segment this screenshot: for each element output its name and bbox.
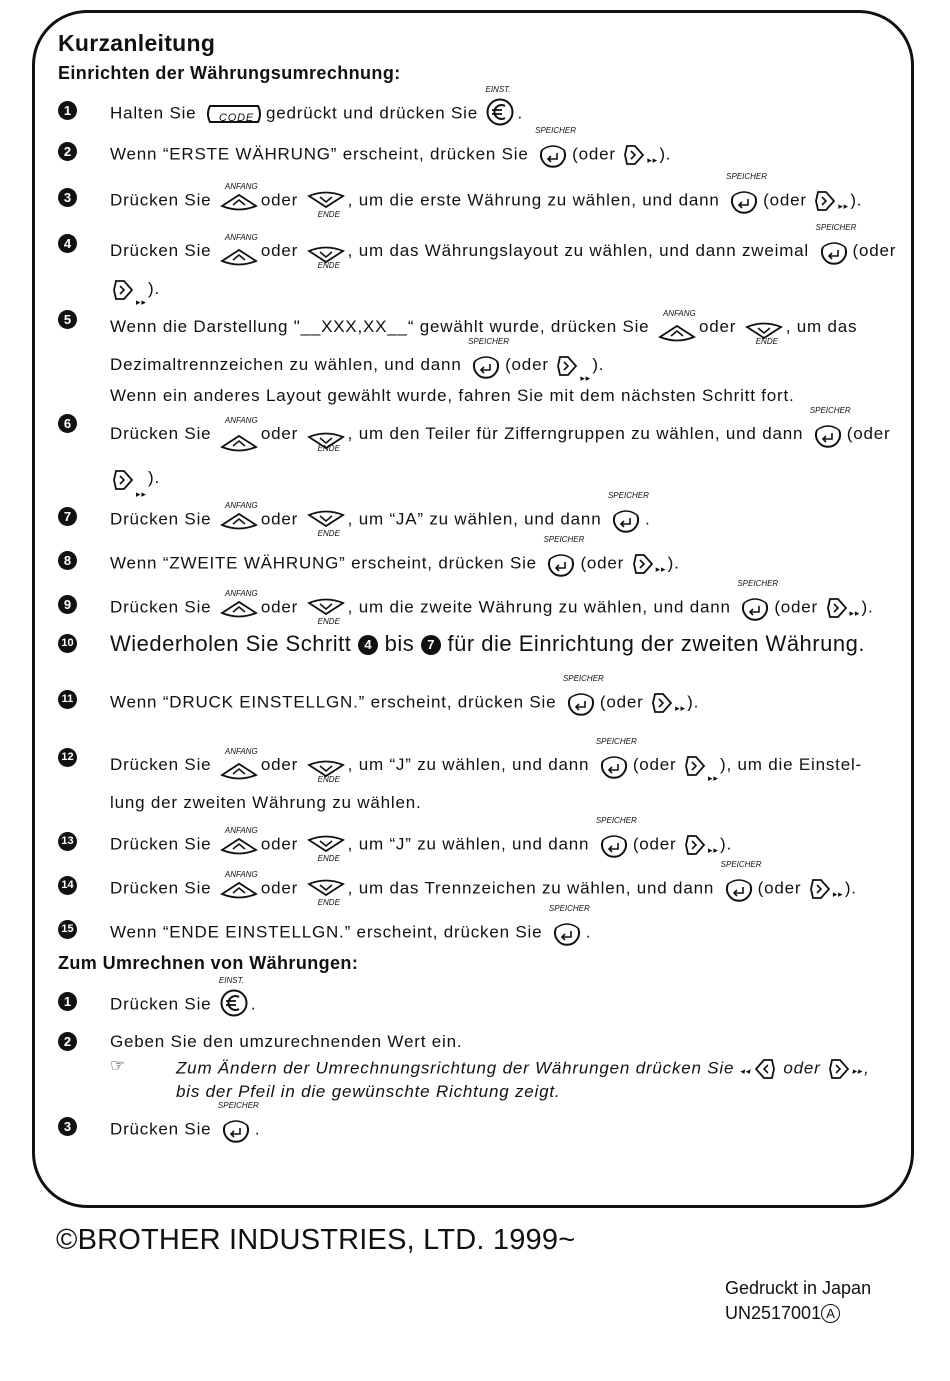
step-text: Drücken Sie bbox=[110, 994, 217, 1014]
up-arrow-key-icon: ANFANG bbox=[219, 879, 259, 899]
tip-note-line2: bis der Pfeil in die gewünschte Richtung zeigt. bbox=[176, 1082, 561, 1101]
step-text: ). bbox=[148, 279, 160, 298]
enter-key-icon: SPEICHER bbox=[819, 235, 849, 265]
up-arrow-key-icon: ANFANG bbox=[219, 425, 259, 445]
step-text: Halten Sie bbox=[110, 103, 202, 123]
step-text: gedrückt und drücken Sie bbox=[265, 103, 484, 123]
up-arrow-key-icon: ANFANG bbox=[219, 242, 259, 262]
step-text: oder bbox=[260, 190, 304, 210]
down-arrow-key-icon: ENDE bbox=[306, 835, 346, 855]
enter-key-icon: SPEICHER bbox=[538, 138, 568, 168]
right-arrow-key-icon: ▸▸ bbox=[621, 142, 659, 168]
step-reference-badge: 4 bbox=[358, 635, 378, 655]
step-text: . bbox=[585, 922, 592, 942]
up-arrow-key-icon: ANFANG bbox=[219, 835, 259, 855]
right-arrow-key-icon: ▸▸ bbox=[110, 277, 148, 303]
step-text: (oder bbox=[763, 190, 813, 210]
enter-key-icon: SPEICHER bbox=[611, 503, 641, 533]
step-text: oder bbox=[260, 597, 304, 617]
step-text: Drücken Sie bbox=[110, 755, 217, 774]
up-arrow-key-icon: ANFANG bbox=[219, 756, 259, 776]
convert-step-2 bbox=[58, 1030, 898, 1054]
step-text: ). bbox=[687, 692, 700, 712]
euro-key-icon: EINST. bbox=[485, 97, 515, 127]
step-number-badge: 12 bbox=[58, 748, 77, 767]
step-text: , um das Dezimaltrennzeichen zu wählen, und dann bbox=[110, 317, 858, 374]
step-text: (oder bbox=[632, 834, 683, 854]
setup-step-6 bbox=[58, 405, 898, 500]
step-text: oder bbox=[260, 241, 304, 260]
tip-note bbox=[110, 1056, 900, 1101]
step-number-badge: 1 bbox=[58, 101, 77, 120]
step-text: (oder bbox=[846, 424, 891, 443]
right-arrow-key-icon: ▸▸ bbox=[807, 876, 845, 902]
step-text: (oder bbox=[599, 692, 650, 712]
step-text: , um den Teiler für Zifferngruppen zu wählen, und dann bbox=[347, 424, 809, 443]
revision-mark: A bbox=[821, 1304, 840, 1323]
step-text: (oder bbox=[505, 355, 555, 374]
setup-step-3 bbox=[58, 172, 898, 219]
step-text: , um das Währungslayout zu wählen, und dann zweimal bbox=[347, 241, 815, 260]
step-text: oder bbox=[260, 509, 304, 529]
step-text: Wenn die Darstellung "__XXX,XX__“ gewählt wurde, drücken Sie bbox=[110, 317, 655, 336]
step-text: Drücken Sie bbox=[110, 878, 217, 898]
step-text: ), um die Einstel- bbox=[720, 755, 862, 774]
step-text: ). bbox=[850, 190, 863, 210]
up-arrow-key-icon: ANFANG bbox=[219, 191, 259, 211]
step-text: Drücken Sie bbox=[110, 597, 217, 617]
step-text: Drücken Sie bbox=[110, 241, 217, 260]
step-text: . bbox=[250, 994, 257, 1014]
right-arrow-key-icon: ▸▸ bbox=[824, 595, 862, 621]
up-arrow-key-icon: ANFANG bbox=[219, 510, 259, 530]
step-text: Drücken Sie bbox=[110, 424, 217, 443]
setup-step-7 bbox=[58, 491, 898, 538]
down-arrow-key-icon: ENDE bbox=[306, 425, 346, 445]
step-text: . bbox=[517, 103, 524, 123]
setup-step-8 bbox=[58, 535, 898, 579]
step-number-badge: 3 bbox=[58, 188, 77, 207]
step-text: , um “J” zu wählen, und dann bbox=[347, 834, 595, 854]
step-number-badge: 14 bbox=[58, 876, 77, 895]
step-text: Drücken Sie bbox=[110, 509, 217, 529]
step-text: ). bbox=[861, 597, 874, 617]
up-arrow-key-icon: ANFANG bbox=[657, 318, 697, 338]
enter-key-icon: SPEICHER bbox=[221, 1113, 251, 1143]
step-text: (oder bbox=[580, 553, 630, 573]
right-arrow-key-icon: ▸▸ bbox=[554, 353, 592, 379]
setup-step-2 bbox=[58, 126, 898, 170]
tip-note-text: oder bbox=[777, 1058, 827, 1078]
step-text: oder bbox=[260, 878, 304, 898]
enter-key-icon: SPEICHER bbox=[729, 184, 759, 214]
setup-step-4 bbox=[58, 222, 898, 308]
step-number-badge: 6 bbox=[58, 414, 77, 433]
down-arrow-key-icon: ENDE bbox=[306, 510, 346, 530]
step-extra-text: Wenn ein anderes Layout gewählt wurde, fahren Sie mit dem nächsten Schritt fort. bbox=[110, 386, 795, 405]
step-text: Drücken Sie bbox=[110, 190, 217, 210]
step-number-badge: 2 bbox=[58, 1032, 77, 1051]
step-text: ). bbox=[720, 834, 733, 854]
setup-step-14 bbox=[58, 860, 898, 907]
step-text: bis bbox=[384, 631, 421, 656]
setup-step-11 bbox=[58, 674, 898, 718]
step-number-badge: 3 bbox=[58, 1117, 77, 1136]
step-text: (oder bbox=[632, 755, 683, 774]
footer bbox=[725, 1276, 871, 1326]
down-arrow-key-icon: ENDE bbox=[306, 756, 346, 776]
setup-step-1 bbox=[58, 85, 898, 129]
right-arrow-key-icon: ▸▸ bbox=[110, 466, 148, 492]
enter-key-icon: SPEICHER bbox=[599, 828, 629, 858]
page-title: Kurzanleitung bbox=[58, 30, 216, 56]
down-arrow-key-icon: ENDE bbox=[744, 318, 784, 338]
step-reference-badge: 7 bbox=[421, 635, 441, 655]
right-arrow-key-icon: ▸▸ bbox=[812, 188, 850, 214]
convert-step-3 bbox=[58, 1101, 898, 1145]
step-text: ). bbox=[844, 878, 857, 898]
setup-step-10 bbox=[58, 632, 898, 656]
enter-key-icon: SPEICHER bbox=[599, 749, 629, 779]
step-text: Drücken Sie bbox=[110, 1119, 217, 1139]
step-text: Wenn “DRUCK EINSTELLGN.” erscheint, drücken Sie bbox=[110, 692, 562, 712]
step-number-badge: 1 bbox=[58, 992, 77, 1011]
step-number-badge: 7 bbox=[58, 507, 77, 526]
step-text: ). bbox=[592, 355, 605, 374]
down-arrow-key-icon: ENDE bbox=[306, 242, 346, 262]
step-text: , um die erste Währung zu wählen, und dann bbox=[347, 190, 726, 210]
right-arrow-key-icon: ▸▸ bbox=[826, 1056, 864, 1082]
tip-note-text: Zum Ändern der Umrechnungsrichtung der Währungen drücken Sie bbox=[176, 1058, 740, 1078]
enter-key-icon: SPEICHER bbox=[724, 872, 754, 902]
setup-step-5 bbox=[58, 308, 898, 408]
step-text: Wenn “ZWEITE WÄHRUNG” erscheint, drücken Sie bbox=[110, 553, 543, 573]
part-number: UN2517001 A bbox=[725, 1301, 871, 1326]
right-arrow-key-icon: ▸▸ bbox=[630, 551, 668, 577]
enter-key-icon: SPEICHER bbox=[546, 547, 576, 577]
step-text: (oder bbox=[774, 597, 824, 617]
step-text: oder bbox=[260, 755, 304, 774]
step-number-badge: 5 bbox=[58, 310, 77, 329]
step-text: (oder bbox=[852, 241, 897, 260]
step-number-badge: 15 bbox=[58, 920, 77, 939]
setup-step-9 bbox=[58, 579, 898, 626]
step-text: ). bbox=[667, 553, 680, 573]
step-text: lung der zweiten Währung zu wählen. bbox=[110, 793, 422, 812]
step-text: Geben Sie den umzurechnenden Wert ein. bbox=[110, 1032, 463, 1051]
step-number-badge: 8 bbox=[58, 551, 77, 570]
tip-note-text: , bbox=[864, 1058, 870, 1078]
down-arrow-key-icon: ENDE bbox=[306, 191, 346, 211]
code-key-icon: CODE bbox=[206, 102, 262, 126]
convert-step-1 bbox=[58, 976, 898, 1020]
step-text: , um das Trennzeichen zu wählen, und dann bbox=[347, 878, 720, 898]
step-number-badge: 13 bbox=[58, 832, 77, 851]
enter-key-icon: SPEICHER bbox=[566, 686, 596, 716]
enter-key-icon: SPEICHER bbox=[552, 916, 582, 946]
right-arrow-key-icon: ▸▸ bbox=[682, 832, 720, 858]
step-text: Wiederholen Sie Schritt bbox=[110, 631, 358, 656]
printed-in: Gedruckt in Japan bbox=[725, 1278, 872, 1298]
down-arrow-key-icon: ENDE bbox=[306, 879, 346, 899]
right-arrow-key-icon: ▸▸ bbox=[682, 753, 720, 779]
step-text: (oder bbox=[572, 144, 622, 164]
step-text: oder bbox=[260, 424, 304, 443]
section-title-setup: Einrichten der Währungsumrechnung: bbox=[58, 63, 401, 83]
step-text: , um die zweite Währung zu wählen, und dann bbox=[347, 597, 737, 617]
step-text: oder bbox=[260, 834, 304, 854]
setup-step-12 bbox=[58, 736, 898, 822]
step-text: ). bbox=[659, 144, 672, 164]
right-arrow-key-icon: ▸▸ bbox=[649, 690, 687, 716]
step-text: (oder bbox=[757, 878, 807, 898]
step-number-badge: 4 bbox=[58, 234, 77, 253]
copyright: ©BROTHER INDUSTRIES, LTD. 1999~ bbox=[56, 1224, 576, 1256]
step-number-badge: 9 bbox=[58, 595, 77, 614]
up-arrow-key-icon: ANFANG bbox=[219, 598, 259, 618]
step-number-badge: 11 bbox=[58, 690, 77, 709]
step-text: oder bbox=[698, 317, 742, 336]
step-text: Wenn “ENDE EINSTELLGN.” erscheint, drücken Sie bbox=[110, 922, 548, 942]
down-arrow-key-icon: ENDE bbox=[306, 598, 346, 618]
step-text: für die Einrichtung der zweiten Währung. bbox=[447, 631, 865, 656]
step-text: . bbox=[644, 509, 651, 529]
step-text: ). bbox=[148, 468, 160, 487]
step-text: , um “J” zu wählen, und dann bbox=[347, 755, 595, 774]
pointing-hand-icon: ☞ bbox=[110, 1056, 127, 1075]
setup-step-13 bbox=[58, 816, 898, 863]
enter-key-icon: SPEICHER bbox=[813, 418, 843, 448]
step-number-badge: 2 bbox=[58, 142, 77, 161]
enter-key-icon: SPEICHER bbox=[740, 591, 770, 621]
step-text: Wenn “ERSTE WÄHRUNG” erscheint, drücken Sie bbox=[110, 144, 535, 164]
left-arrow-key-icon: ◂◂ bbox=[740, 1056, 778, 1082]
step-text: . bbox=[254, 1119, 261, 1139]
step-text: , um “JA” zu wählen, und dann bbox=[347, 509, 607, 529]
step-number-badge: 10 bbox=[58, 634, 77, 653]
euro-key-icon: EINST. bbox=[219, 988, 249, 1018]
section-title-convert: Zum Umrechnen von Währungen: bbox=[58, 953, 359, 973]
setup-step-15 bbox=[58, 904, 898, 948]
enter-key-icon: SPEICHER bbox=[471, 349, 501, 379]
step-text: Drücken Sie bbox=[110, 834, 217, 854]
